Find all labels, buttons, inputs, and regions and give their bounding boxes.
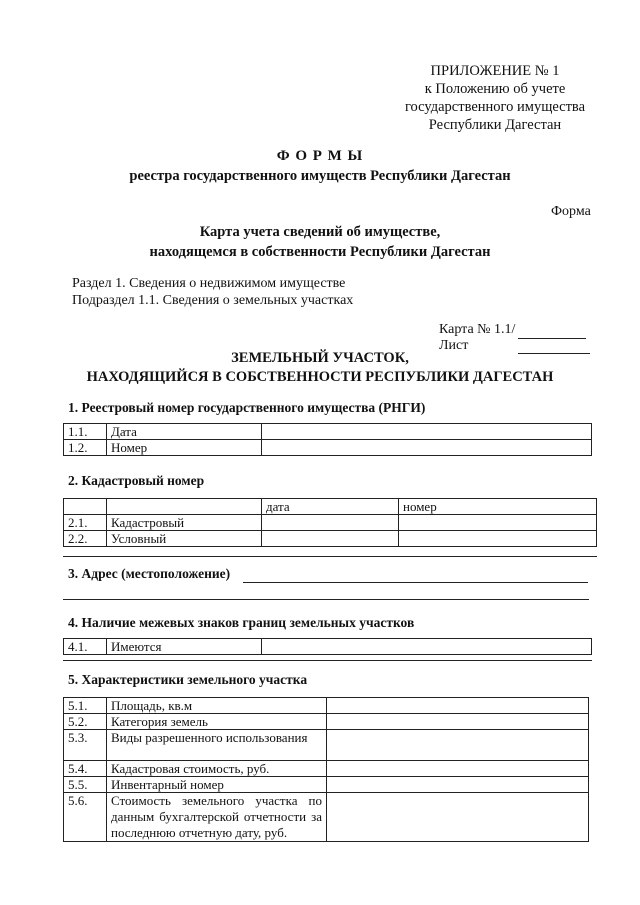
s1-row-2-label: Номер bbox=[107, 440, 262, 456]
table-row bbox=[64, 424, 592, 440]
forma-label: Форма bbox=[551, 204, 591, 219]
s2-row-1-label: Кадастровый bbox=[107, 515, 262, 531]
s4-bottom-line bbox=[63, 660, 592, 661]
appendix-block bbox=[396, 62, 594, 134]
s5-row-2-num: 5.2. bbox=[64, 714, 107, 730]
s5-row-5-value[interactable] bbox=[327, 777, 589, 793]
appendix-line-1: ПРИЛОЖЕНИЕ № 1 bbox=[430, 63, 560, 79]
s4-heading: 4. Наличие межевых знаков границ земельных участков bbox=[68, 615, 415, 630]
forms-title: Ф О Р М Ы bbox=[276, 148, 364, 164]
card-number-label: Карта № 1.1/ bbox=[439, 322, 516, 337]
s5-row-6-value[interactable] bbox=[327, 793, 589, 842]
s2-bottom-line bbox=[63, 556, 597, 557]
table-row bbox=[64, 531, 597, 547]
table-row bbox=[64, 639, 592, 655]
s5-row-6-num: 5.6. bbox=[64, 793, 107, 842]
address-line-1[interactable] bbox=[243, 582, 588, 583]
s2-row-1-num: 2.1. bbox=[64, 515, 107, 531]
s5-heading: 5. Характеристики земельного участка bbox=[68, 672, 308, 687]
appendix-line-2: к Положению об учете bbox=[424, 81, 566, 97]
table-row bbox=[64, 730, 589, 761]
s2-row-2-num: 2.2. bbox=[64, 531, 107, 547]
s4-table bbox=[63, 638, 592, 655]
s5-row-5-num: 5.5. bbox=[64, 777, 107, 793]
s1-heading: 1. Реестровый номер государственного имущества (РНГИ) bbox=[68, 400, 426, 415]
s3-heading: 3. Адрес (местоположение) bbox=[68, 566, 231, 581]
section-title: Раздел 1. Сведения о недвижимом имуществе bbox=[72, 276, 346, 291]
s2-header-num bbox=[64, 499, 107, 515]
s5-row-3-value[interactable] bbox=[327, 730, 589, 761]
s5-row-6-label: Стоимость земельного участка по данным бухгалтерской отчетности за последнюю отчетную дату, руб. bbox=[107, 793, 327, 842]
s2-row-1-date[interactable] bbox=[262, 515, 399, 531]
s2-heading: 2. Кадастровый номер bbox=[68, 473, 205, 488]
table-row bbox=[64, 714, 589, 730]
appendix-line-4: Республики Дагестан bbox=[428, 117, 562, 133]
subsection-title: Подраздел 1.1. Сведения о земельных участках bbox=[72, 293, 354, 308]
s2-row-1-number[interactable] bbox=[399, 515, 597, 531]
parcel-title-2: НАХОДЯЩИЙСЯ В СОБСТВЕННОСТИ РЕСПУБЛИКИ ДАГЕСТАН bbox=[86, 369, 554, 385]
forms-subtitle: реестра государственного имуществ Республики Дагестан bbox=[129, 168, 511, 184]
s5-row-2-label: Категория земель bbox=[107, 714, 327, 730]
s4-row-1-num: 4.1. bbox=[64, 639, 107, 655]
s2-row-2-date[interactable] bbox=[262, 531, 399, 547]
s4-row-1-value[interactable] bbox=[262, 639, 592, 655]
s2-table bbox=[63, 498, 597, 547]
table-row bbox=[64, 440, 592, 456]
table-row bbox=[64, 793, 589, 842]
table-row bbox=[64, 698, 589, 714]
s1-row-1-label: Дата bbox=[107, 424, 262, 440]
parcel-title-1: ЗЕМЕЛЬНЫЙ УЧАСТОК, bbox=[231, 350, 409, 366]
s2-col-date: дата bbox=[262, 499, 399, 515]
s5-row-4-label: Кадастровая стоимость, руб. bbox=[107, 761, 327, 777]
sheet-label: Лист bbox=[439, 338, 469, 353]
card-title-2: находящемся в собственности Республики Дагестан bbox=[149, 244, 491, 260]
address-line-2[interactable] bbox=[63, 599, 589, 600]
s4-row-1-label: Имеются bbox=[107, 639, 262, 655]
s2-col-number: номер bbox=[399, 499, 597, 515]
s5-row-1-label: Площадь, кв.м bbox=[107, 698, 327, 714]
table-row bbox=[64, 515, 597, 531]
s5-table bbox=[63, 697, 589, 842]
table-row bbox=[64, 761, 589, 777]
s5-row-2-value[interactable] bbox=[327, 714, 589, 730]
card-number-line bbox=[518, 338, 586, 339]
s5-row-4-value[interactable] bbox=[327, 761, 589, 777]
s1-row-2-value[interactable] bbox=[262, 440, 592, 456]
s5-row-3-label: Виды разрешенного использования bbox=[107, 730, 327, 761]
s2-row-2-label: Условный bbox=[107, 531, 262, 547]
s5-row-4-num: 5.4. bbox=[64, 761, 107, 777]
s5-row-3-num: 5.3. bbox=[64, 730, 107, 761]
s1-table bbox=[63, 423, 592, 456]
s1-row-1-value[interactable] bbox=[262, 424, 592, 440]
table-row bbox=[64, 777, 589, 793]
s5-row-5-label: Инвентарный номер bbox=[107, 777, 327, 793]
s5-row-1-num: 5.1. bbox=[64, 698, 107, 714]
s1-row-1-num: 1.1. bbox=[64, 424, 107, 440]
s2-row-2-number[interactable] bbox=[399, 531, 597, 547]
table-row bbox=[64, 499, 597, 515]
card-title-1: Карта учета сведений об имуществе, bbox=[199, 224, 441, 240]
s2-header-label bbox=[107, 499, 262, 515]
appendix-line-3: государственного имущества bbox=[404, 99, 586, 115]
s1-row-2-num: 1.2. bbox=[64, 440, 107, 456]
s5-row-1-value[interactable] bbox=[327, 698, 589, 714]
